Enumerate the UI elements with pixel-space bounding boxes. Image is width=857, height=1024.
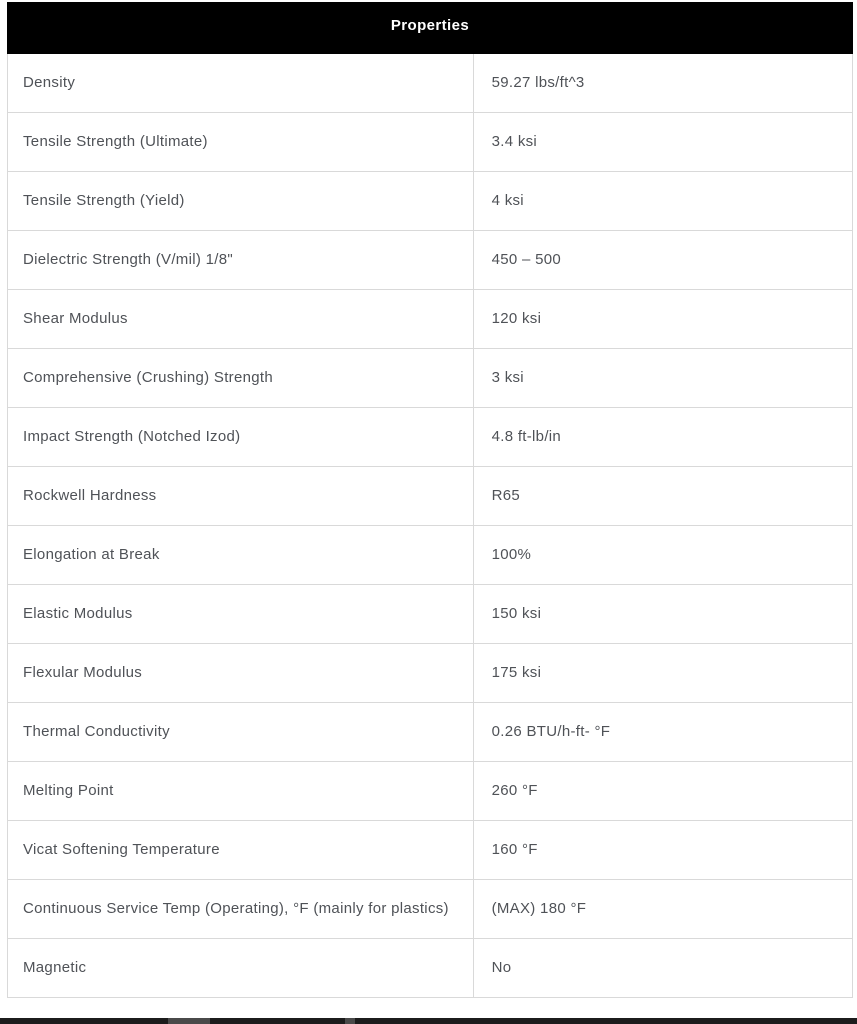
property-name-cell: Tensile Strength (Yield) [8, 172, 474, 231]
property-name-cell: Magnetic [8, 939, 474, 998]
property-value-cell: 100% [473, 526, 852, 585]
table-row [8, 54, 853, 113]
property-value-cell: R65 [473, 467, 852, 526]
property-value-cell: 160 °F [473, 821, 852, 880]
property-name-cell: Impact Strength (Notched Izod) [8, 408, 474, 467]
table-row [8, 821, 853, 880]
property-name-cell: Thermal Conductivity [8, 703, 474, 762]
properties-table-body [8, 54, 853, 998]
property-name-cell: Shear Modulus [8, 290, 474, 349]
table-row [8, 762, 853, 821]
strip-highlight [168, 1018, 210, 1024]
property-name-cell: Melting Point [8, 762, 474, 821]
property-name-cell: Comprehensive (Crushing) Strength [8, 349, 474, 408]
property-value-cell: (MAX) 180 °F [473, 880, 852, 939]
property-name-cell: Continuous Service Temp (Operating), °F (mainly for plastics) [8, 880, 474, 939]
table-row [8, 703, 853, 762]
strip-highlight [345, 1018, 355, 1024]
properties-table [7, 2, 853, 998]
next-table-header-partial [0, 1018, 857, 1024]
table-row [8, 939, 853, 998]
property-value-cell: 260 °F [473, 762, 852, 821]
property-name-cell: Flexular Modulus [8, 644, 474, 703]
property-value-cell: 450 – 500 [473, 231, 852, 290]
table-row [8, 172, 853, 231]
property-value-cell: 175 ksi [473, 644, 852, 703]
table-row [8, 880, 853, 939]
property-name-cell: Elastic Modulus [8, 585, 474, 644]
property-value-cell: 150 ksi [473, 585, 852, 644]
property-name-cell: Dielectric Strength (V/mil) 1/8" [8, 231, 474, 290]
property-value-cell: 59.27 lbs/ft^3 [473, 54, 852, 113]
property-name-cell: Elongation at Break [8, 526, 474, 585]
table-header-row [8, 3, 853, 54]
property-name-cell: Rockwell Hardness [8, 467, 474, 526]
property-name-cell: Density [8, 54, 474, 113]
property-value-cell: 120 ksi [473, 290, 852, 349]
property-value-cell: 4.8 ft-lb/in [473, 408, 852, 467]
table-row [8, 113, 853, 172]
property-value-cell: 3.4 ksi [473, 113, 852, 172]
property-value-cell: 4 ksi [473, 172, 852, 231]
table-title: Properties [8, 3, 853, 54]
table-row [8, 526, 853, 585]
properties-table-container [7, 2, 853, 998]
property-value-cell: 3 ksi [473, 349, 852, 408]
table-row [8, 349, 853, 408]
table-row [8, 408, 853, 467]
property-value-cell: 0.26 BTU/h-ft- °F [473, 703, 852, 762]
table-row [8, 467, 853, 526]
property-name-cell: Vicat Softening Temperature [8, 821, 474, 880]
property-value-cell: No [473, 939, 852, 998]
table-row [8, 644, 853, 703]
table-row [8, 290, 853, 349]
property-name-cell: Tensile Strength (Ultimate) [8, 113, 474, 172]
table-row [8, 585, 853, 644]
table-row [8, 231, 853, 290]
